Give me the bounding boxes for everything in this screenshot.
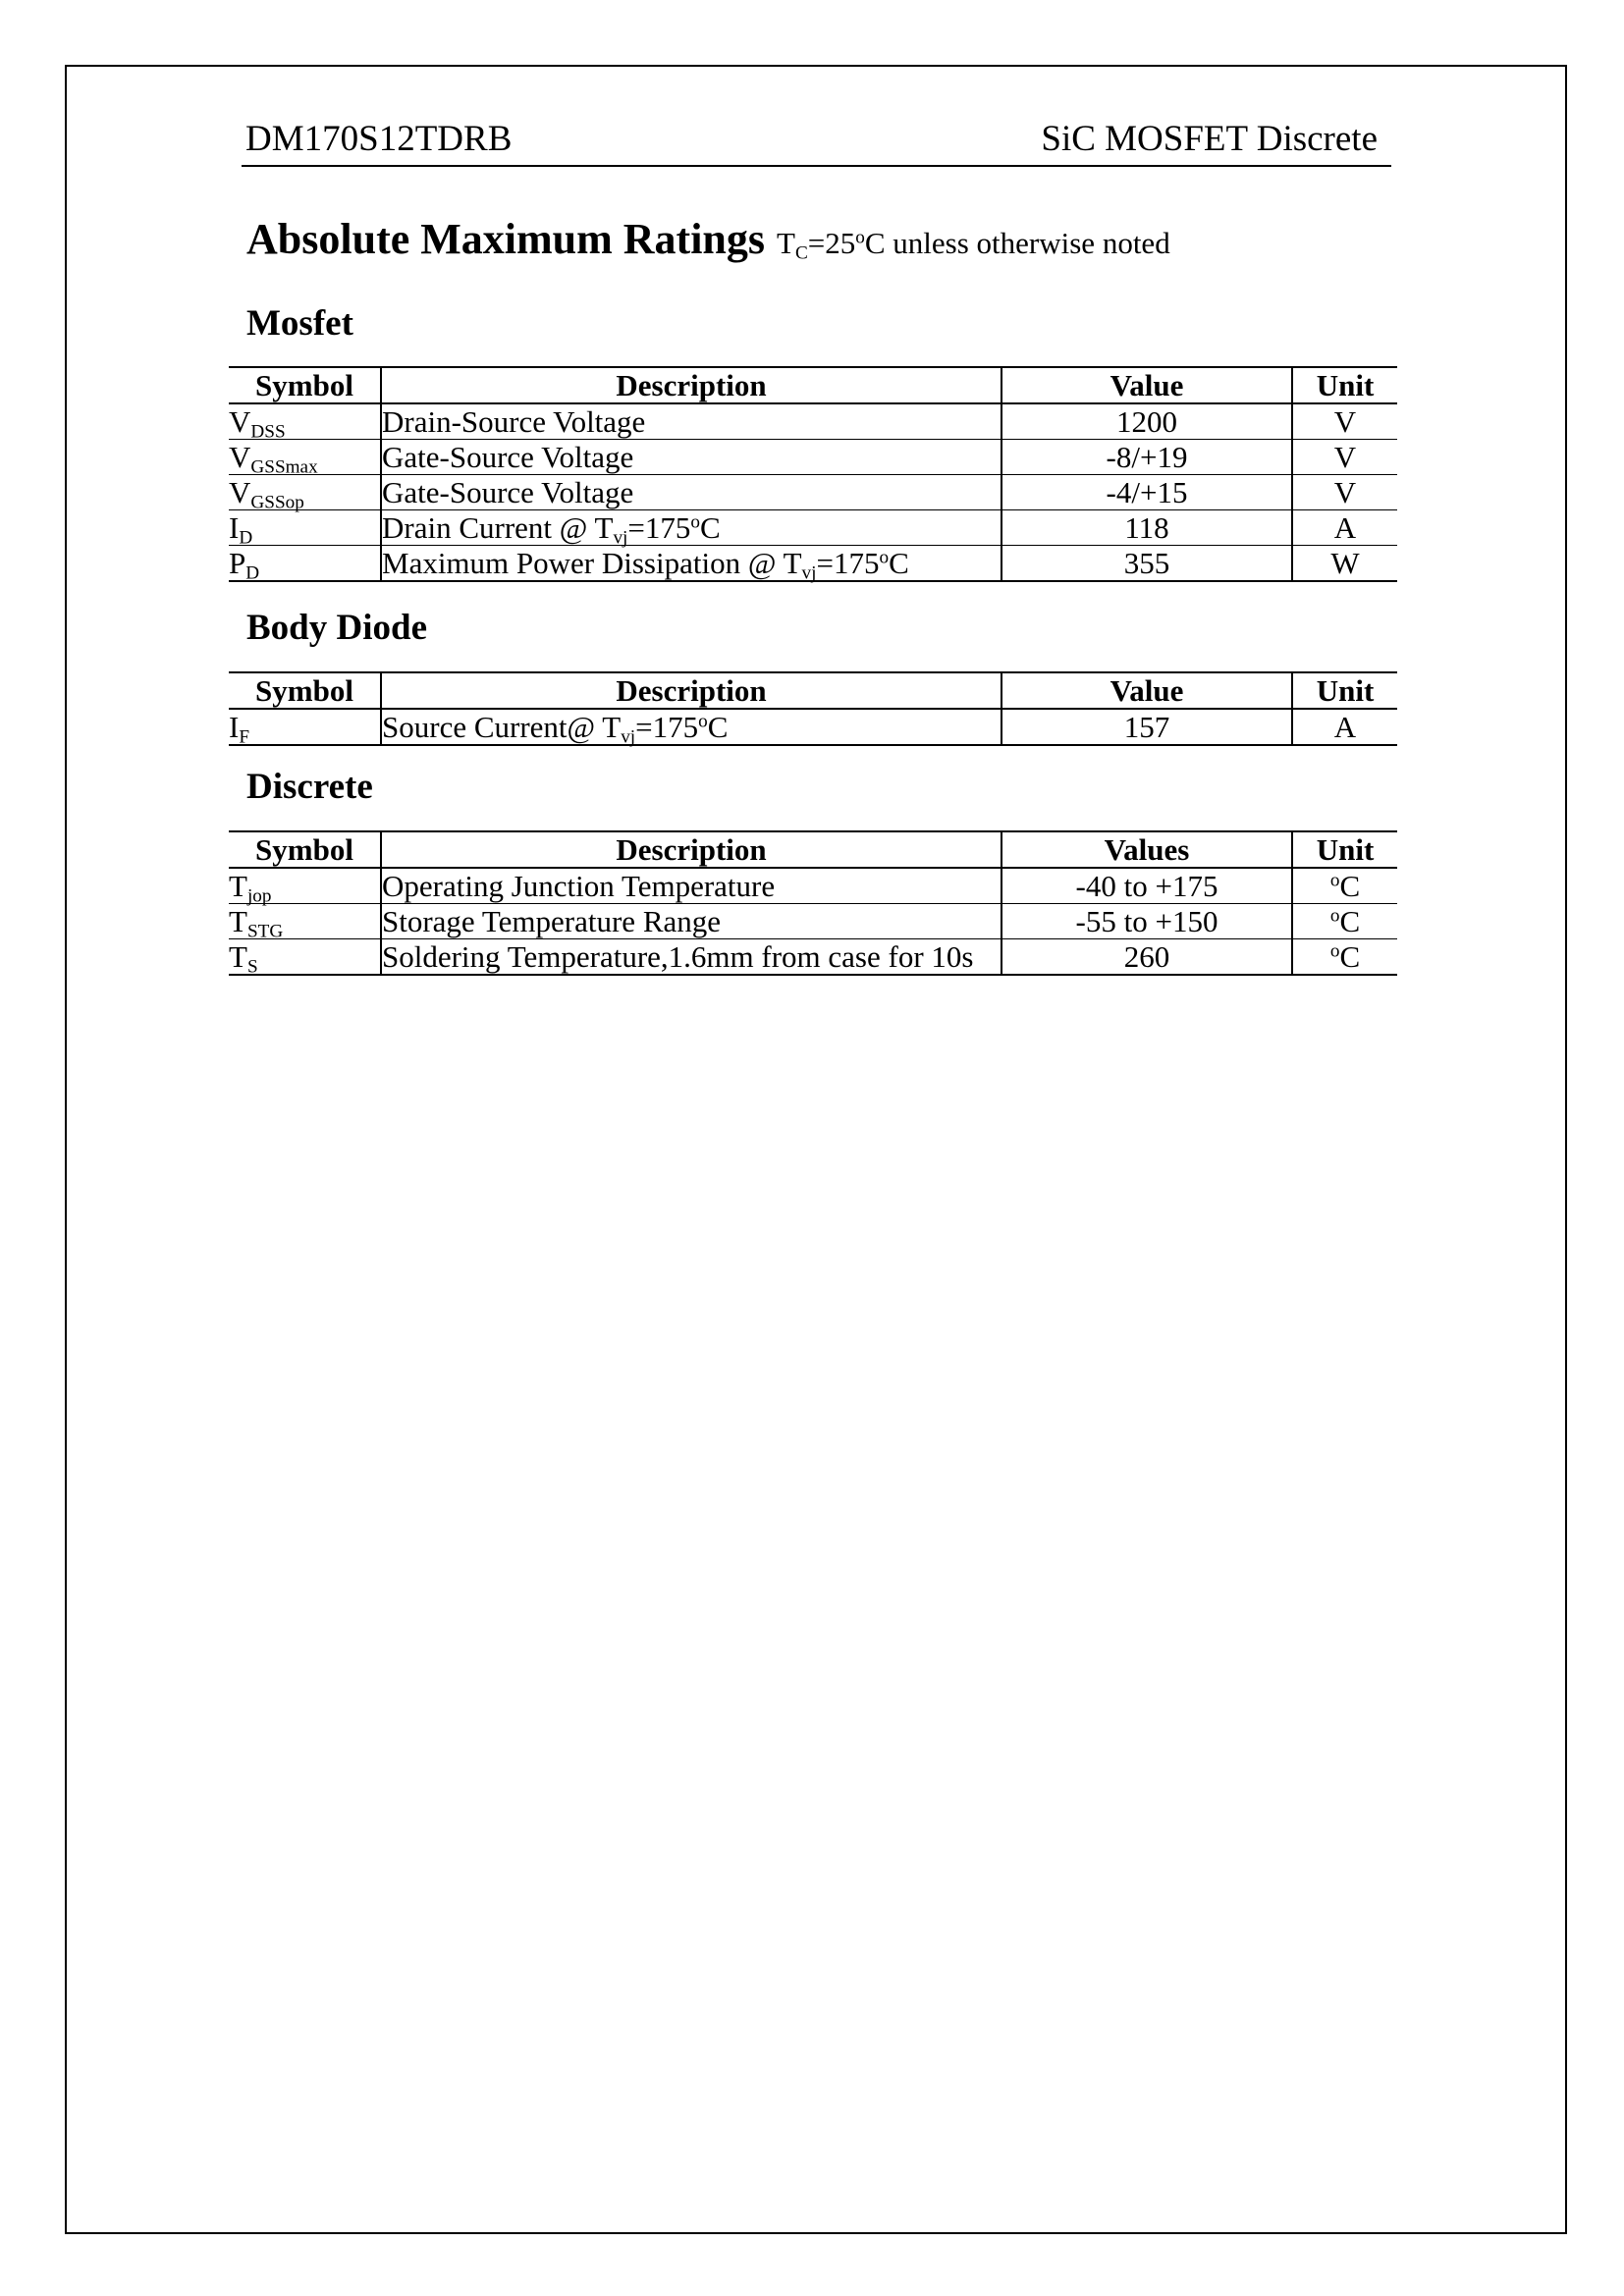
value-cell: 118 [1001,510,1292,546]
table-row [229,403,1397,440]
description-cell [381,546,1001,582]
unit-cell: V [1292,403,1397,440]
description-cell: Storage Temperature Range [381,904,1001,939]
degree-mark: o [1329,940,1340,962]
value-cell: -55 to +150 [1001,904,1292,939]
desc-text: Maximum Power Dissipation @ T [382,546,802,580]
table-row [229,440,1397,475]
description-cell: Gate-Source Voltage [381,475,1001,510]
section-title-discrete: Discrete [246,767,373,807]
table-row [229,546,1397,582]
desc-subscript: vj [613,527,628,549]
unit-text: C [1339,869,1361,903]
value-header: Values [1001,831,1292,868]
symbol-header: Symbol [229,672,381,709]
header-row [229,367,1397,403]
unit-header: Unit [1292,672,1397,709]
part-number: DM170S12TDRB [245,119,513,159]
symbol-cell [229,709,381,748]
symbol-header: Symbol [229,367,381,403]
symbol-cell [229,904,381,942]
symbol-subscript: GSSop [250,492,304,513]
symbol-letter: I [229,710,240,744]
symbol-cell [229,440,381,478]
desc-subscript: vj [801,562,817,584]
symbol-letter: T [229,939,247,974]
unit-cell: V [1292,475,1397,510]
degree-mark: o [690,511,700,533]
unit-cell: A [1292,709,1397,745]
description-header: Description [381,831,1001,868]
table-row [229,510,1397,546]
unit-cell [1292,904,1397,939]
symbol-subscript: GSSmax [250,456,318,478]
table-row [229,904,1397,939]
value-cell: -8/+19 [1001,440,1292,475]
symbol-cell [229,939,381,976]
header-row [229,831,1397,868]
symbol-subscript: S [246,956,258,978]
symbol-letter: V [229,475,251,509]
description-cell: Gate-Source Voltage [381,440,1001,475]
symbol-letter: T [229,904,247,938]
unit-text: C [1339,939,1361,974]
desc-temp: =175 [627,510,691,545]
degree-mark: o [879,547,890,568]
symbol-letter: V [229,440,251,474]
value-cell: -4/+15 [1001,475,1292,510]
value-cell: -40 to +175 [1001,868,1292,904]
desc-subscript: vj [621,726,636,748]
description-cell [381,510,1001,549]
symbol-subscript: STG [246,921,284,942]
desc-temp: =175 [816,546,880,580]
page-title [246,214,1170,264]
symbol-subscript: DSS [250,421,286,443]
table-row [229,475,1397,510]
symbol-cell [229,475,381,513]
title-main: Absolute Maximum Ratings [246,215,766,263]
unit-cell: W [1292,546,1397,582]
symbol-cell [229,868,381,907]
value-cell: 260 [1001,939,1292,976]
symbol-letter: I [229,510,240,545]
symbol-header: Symbol [229,831,381,868]
symbol-cell [229,403,381,443]
table-row [229,939,1397,976]
degree-mark: o [1329,905,1340,927]
mosfet-table [229,366,1397,582]
unit-cell [1292,868,1397,904]
desc-unit: C [707,710,729,744]
value-header: Value [1001,367,1292,403]
unit-cell [1292,939,1397,976]
section-title-body-diode: Body Diode [246,608,428,648]
unit-cell: V [1292,440,1397,475]
description-header: Description [381,367,1001,403]
unit-cell: A [1292,510,1397,546]
description-cell [381,709,1001,748]
discrete-table [229,830,1397,976]
symbol-subscript: D [239,527,253,549]
unit-text: C [1339,904,1361,938]
desc-text: Drain Current @ T [382,510,614,545]
description-cell: Operating Junction Temperature [381,868,1001,904]
description-cell: Drain-Source Voltage [381,403,1001,440]
table-row [229,709,1397,745]
title-condition: $T_C=25^oC$ unless otherwise noted [777,226,1170,264]
desc-unit: C [889,546,909,580]
symbol-cell [229,546,381,582]
unit-header: Unit [1292,367,1397,403]
section-title-mosfet: Mosfet [246,303,353,344]
page-header [242,114,1391,167]
desc-unit: C [699,510,721,545]
desc-text: Source Current@ T [382,710,622,744]
table-row [229,868,1397,904]
product-type: SiC MOSFET Discrete [1041,119,1378,159]
symbol-subscript: F [239,726,250,748]
symbol-letter: P [229,546,246,580]
symbol-subscript: jop [246,885,272,907]
symbol-letter: V [229,404,251,439]
symbol-cell [229,510,381,549]
degree-mark: o [698,711,708,732]
symbol-subscript: D [245,562,260,584]
description-header: Description [381,672,1001,709]
symbol-letter: T [229,869,247,903]
body-diode-table [229,671,1397,746]
description-cell: Soldering Temperature,1.6mm from case for 10s [381,939,1001,976]
degree-mark: o [1329,870,1340,891]
value-cell: 1200 [1001,403,1292,440]
unit-header: Unit [1292,831,1397,868]
value-cell: 355 [1001,546,1292,582]
desc-temp: =175 [635,710,699,744]
value-header: Value [1001,672,1292,709]
header-row [229,672,1397,709]
value-cell: 157 [1001,709,1292,745]
